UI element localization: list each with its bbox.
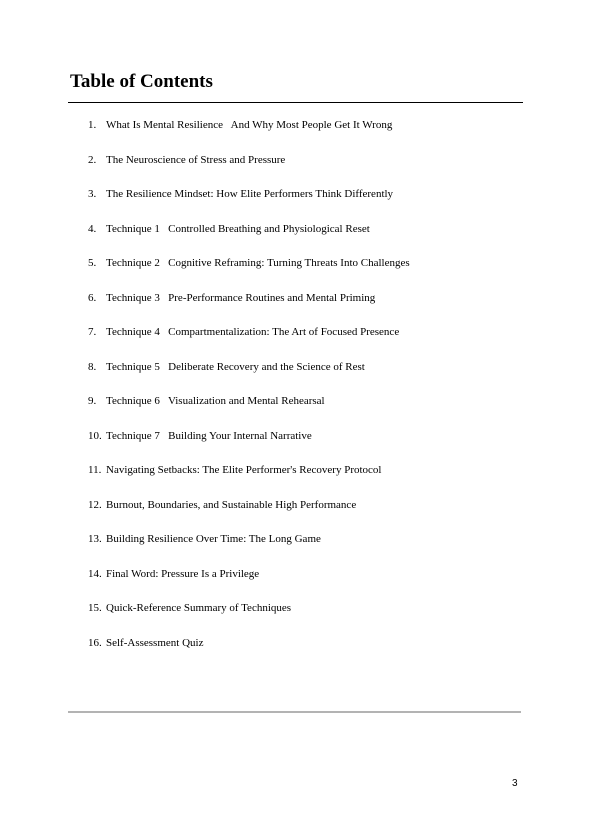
toc-entry-text: Quick-Reference Summary of Techniques	[106, 602, 292, 614]
toc-entry-number: 16.	[88, 636, 102, 649]
toc-entry	[88, 117, 410, 152]
toc-entry-text: The Neuroscience of Stress and Pressure	[106, 153, 286, 166]
toc-entry	[88, 428, 410, 463]
toc-entry	[88, 635, 410, 670]
toc-entry-number: 9.	[88, 395, 97, 407]
toc-entry	[88, 531, 410, 566]
toc-entry-text: Technique 2 Cognitive Reframing: Turning Threats Into Challenges	[106, 257, 410, 269]
toc-entry-text: Technique 7 Building Your Internal Narrative	[106, 429, 312, 442]
toc-entry-number: 6.	[88, 291, 97, 304]
toc-entry	[88, 324, 410, 359]
toc-entry-text: Technique 5 Deliberate Recovery and the Science of Rest	[106, 360, 365, 373]
toc-entry-text: The Resilience Mindset: How Elite Performers Think Differently	[106, 188, 394, 200]
toc-entry-text: Navigating Setbacks: The Elite Performer's Recovery Protocol	[106, 464, 382, 476]
toc-entry-number: 3.	[88, 188, 97, 200]
toc-entry	[88, 600, 410, 635]
toc-entry	[88, 152, 410, 187]
toc-entry	[88, 255, 410, 290]
toc-entry-text: Burnout, Boundaries, and Sustainable High Performance	[106, 498, 357, 511]
toc-entry	[88, 221, 410, 256]
toc-entry-text: Technique 3 Pre-Performance Routines and Mental Priming	[106, 291, 376, 304]
toc-entry	[88, 393, 410, 428]
toc-entry-text: Self-Assessment Quiz	[106, 636, 204, 649]
toc-entry-number: 14.	[88, 567, 102, 580]
toc-entry-number: 15.	[88, 602, 102, 614]
toc-list	[88, 117, 410, 669]
toc-entry-text: What Is Mental Resilience And Why Most People Get It Wrong	[106, 119, 393, 131]
footer-divider	[68, 711, 521, 713]
toc-entry-number: 13.	[88, 533, 102, 545]
toc-entry-number: 5.	[88, 257, 97, 269]
toc-entry-number: 11.	[88, 464, 102, 476]
toc-entry	[88, 359, 410, 394]
toc-entry-number: 7.	[88, 326, 97, 338]
toc-entry	[88, 186, 410, 221]
toc-entry-number: 12.	[88, 498, 102, 511]
toc-entry	[88, 566, 410, 601]
toc-entry-text: Final Word: Pressure Is a Privilege	[106, 567, 260, 580]
toc-entry-text: Technique 4 Compartmentalization: The Art of Focused Presence	[106, 326, 400, 338]
toc-entry	[88, 497, 410, 532]
toc-title: Table of Contents	[70, 71, 213, 92]
toc-entry-text: Technique 6 Visualization and Mental Rehearsal	[106, 395, 325, 407]
page-number: 3	[512, 778, 518, 789]
toc-entry-text: Technique 1 Controlled Breathing and Physiological Reset	[106, 222, 370, 235]
toc-entry-number: 1.	[88, 119, 97, 131]
toc-entry-text: Building Resilience Over Time: The Long Game	[106, 533, 321, 545]
toc-entry-number: 10.	[88, 429, 102, 442]
toc-entry	[88, 462, 410, 497]
toc-entry	[88, 290, 410, 325]
toc-entry-number: 2.	[88, 153, 97, 166]
title-divider	[68, 102, 523, 103]
toc-entry-number: 8.	[88, 360, 97, 373]
toc-entry-number: 4.	[88, 222, 97, 235]
